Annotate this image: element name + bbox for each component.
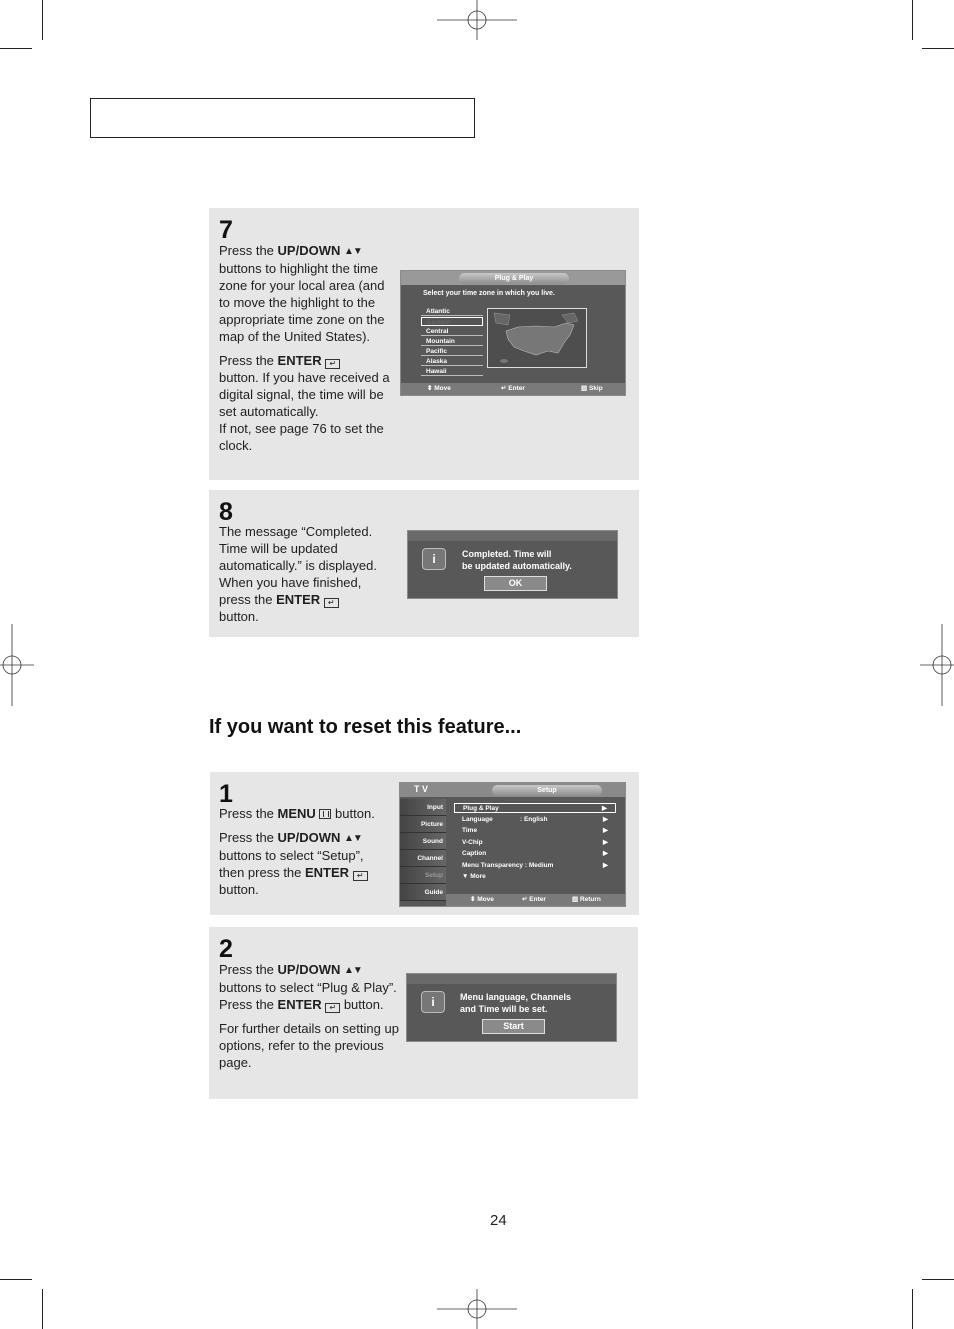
text: Press the (219, 806, 278, 821)
arrow-right-icon: ▶ (603, 827, 608, 834)
text: buttons to select “Setup”, then press the (219, 848, 364, 880)
arrow-right-icon: ▶ (602, 805, 607, 812)
text: button. (340, 997, 384, 1012)
step-number: 2 (219, 935, 233, 963)
text: button. (219, 882, 259, 897)
crop-mark (42, 1289, 43, 1329)
start-button[interactable]: Start (482, 1019, 545, 1034)
crop-mark (0, 48, 32, 49)
button-name: UP/DOWN (277, 830, 341, 845)
crop-mark (912, 1289, 913, 1329)
tv-label: T V (414, 784, 429, 794)
arrow-right-icon: ▶ (603, 839, 608, 846)
registration-mark-icon (0, 624, 34, 706)
us-map (487, 308, 587, 368)
zone-item-selected[interactable]: Eastern (421, 317, 483, 326)
crop-mark (0, 1279, 32, 1280)
button-name: ENTER (277, 353, 322, 368)
reset-step-1-text (219, 805, 391, 905)
text: buttons to highlight the time zone for your local area (and to move the highlight to the appropriate time zone on the map of the United States). (219, 261, 385, 344)
text: Press the (219, 997, 278, 1012)
menu-row-transparency[interactable]: Menu Transparency : Medium ▶ (462, 862, 608, 869)
menu-row-more[interactable]: ▼ More (462, 873, 486, 880)
menu-row-plug-play[interactable]: Plug & Play ▶ (454, 803, 616, 813)
time-zone-screen (400, 270, 626, 396)
up-down-arrow-icon: ▲▼ (344, 246, 362, 257)
text: If not, see page 76 to set the clock. (219, 421, 384, 453)
setup-menu-screen (399, 782, 626, 907)
up-down-arrow-icon: ▲▼ (344, 833, 362, 844)
side-item-sound[interactable]: Sound (400, 833, 446, 850)
move-hint: ⬍ Move (427, 385, 451, 392)
step-number: 7 (219, 216, 233, 244)
menu-row-caption[interactable]: Caption ▶ (462, 850, 608, 857)
arrow-right-icon: ▶ (603, 862, 608, 869)
plug-play-dialog (406, 973, 617, 1042)
arrow-right-icon: ▶ (603, 816, 608, 823)
button-name: ENTER (277, 997, 322, 1012)
completed-dialog (407, 530, 618, 599)
step-8-text (219, 523, 391, 632)
zone-item[interactable]: Atlantic (421, 307, 483, 316)
enter-icon: ↵ (353, 871, 368, 881)
enter-icon: ↵ (325, 359, 340, 369)
page-number: 24 (490, 1212, 507, 1229)
section-title: If you want to reset this feature... (209, 716, 522, 738)
button-name: ENTER (305, 865, 350, 880)
arrow-right-icon: ▶ (603, 850, 608, 857)
menu-icon (319, 809, 331, 819)
crop-mark (42, 0, 43, 40)
text: Press the (219, 962, 278, 977)
reset-step-2-panel (209, 927, 638, 1099)
step-7-text (219, 242, 391, 461)
step-7-panel (209, 208, 639, 480)
side-item-setup[interactable]: Setup (400, 867, 446, 884)
dialog-message: Completed. Time will be updated automatically. (462, 549, 572, 571)
zone-item[interactable]: Central (421, 327, 483, 336)
step-number: 1 (219, 780, 233, 808)
info-icon: i (421, 991, 445, 1013)
move-hint: ⬍ Move (470, 896, 494, 903)
side-item-input[interactable]: Input (400, 799, 446, 816)
side-item-channel[interactable]: Channel (400, 850, 446, 867)
registration-mark-icon (437, 1289, 517, 1329)
menu-row-language[interactable]: Language : English ▶ (462, 816, 608, 823)
side-item-picture[interactable]: Picture (400, 816, 446, 833)
button-name: ENTER (276, 592, 321, 607)
text: For further details on setting up options, refer to the previous page. (219, 1021, 399, 1070)
chevron-down-icon: ▼ (462, 873, 469, 880)
reset-step-2-text (219, 961, 399, 1078)
zone-item[interactable]: Pacific (421, 347, 483, 356)
skip-hint: ▥ Skip (581, 385, 603, 392)
dialog-message: Menu language, Channels and Time will be set. (460, 992, 572, 1014)
text: button. (331, 806, 375, 821)
text: button. (219, 609, 259, 624)
header-box (90, 98, 475, 138)
screen-bottom-bar (401, 383, 625, 395)
zone-item[interactable]: Alaska (421, 357, 483, 366)
registration-mark-icon (437, 0, 517, 40)
text: Press the (219, 243, 278, 258)
crop-mark (922, 48, 954, 49)
button-name: MENU (277, 806, 316, 821)
screen-title: Setup (492, 785, 602, 796)
button-name: UP/DOWN (277, 962, 341, 977)
us-map-icon (488, 309, 588, 369)
reset-step-1-panel (210, 772, 639, 915)
step-8-panel (209, 490, 639, 637)
text: Press the (219, 353, 278, 368)
menu-row-time[interactable]: Time ▶ (462, 827, 608, 834)
enter-icon: ↵ (324, 598, 339, 608)
screen-prompt: Select your time zone in which you live. (423, 290, 555, 297)
crop-mark (922, 1279, 954, 1280)
enter-icon: ↵ (325, 1003, 340, 1013)
button-name: UP/DOWN (277, 243, 341, 258)
up-down-arrow-icon: ▲▼ (344, 965, 362, 976)
enter-hint: ↵ Enter (522, 896, 546, 903)
zone-item[interactable]: Hawaii (421, 367, 483, 376)
side-item-guide[interactable]: Guide (400, 884, 446, 901)
info-icon: i (422, 548, 446, 570)
crop-mark (912, 0, 913, 40)
text: button. If you have received a digital signal, the time will be set automatically. (219, 370, 390, 419)
screen-bottom-bar (446, 894, 625, 906)
screen-title: Plug & Play (459, 273, 569, 284)
enter-hint: ↵ Enter (501, 385, 525, 392)
zone-item[interactable]: Mountain (421, 337, 483, 346)
text: Press the (219, 830, 278, 845)
text: The message “Completed. Time will be updated automatically.” is displayed. When you have finished, press the (219, 524, 377, 607)
menu-row-vchip[interactable]: V-Chip ▶ (462, 839, 608, 846)
registration-mark-icon (920, 624, 954, 706)
step-number: 8 (219, 498, 233, 526)
text: buttons to select “Plug & Play”. (219, 980, 397, 995)
ok-button[interactable]: OK (484, 576, 547, 591)
return-hint: ▥ Return (572, 896, 601, 903)
